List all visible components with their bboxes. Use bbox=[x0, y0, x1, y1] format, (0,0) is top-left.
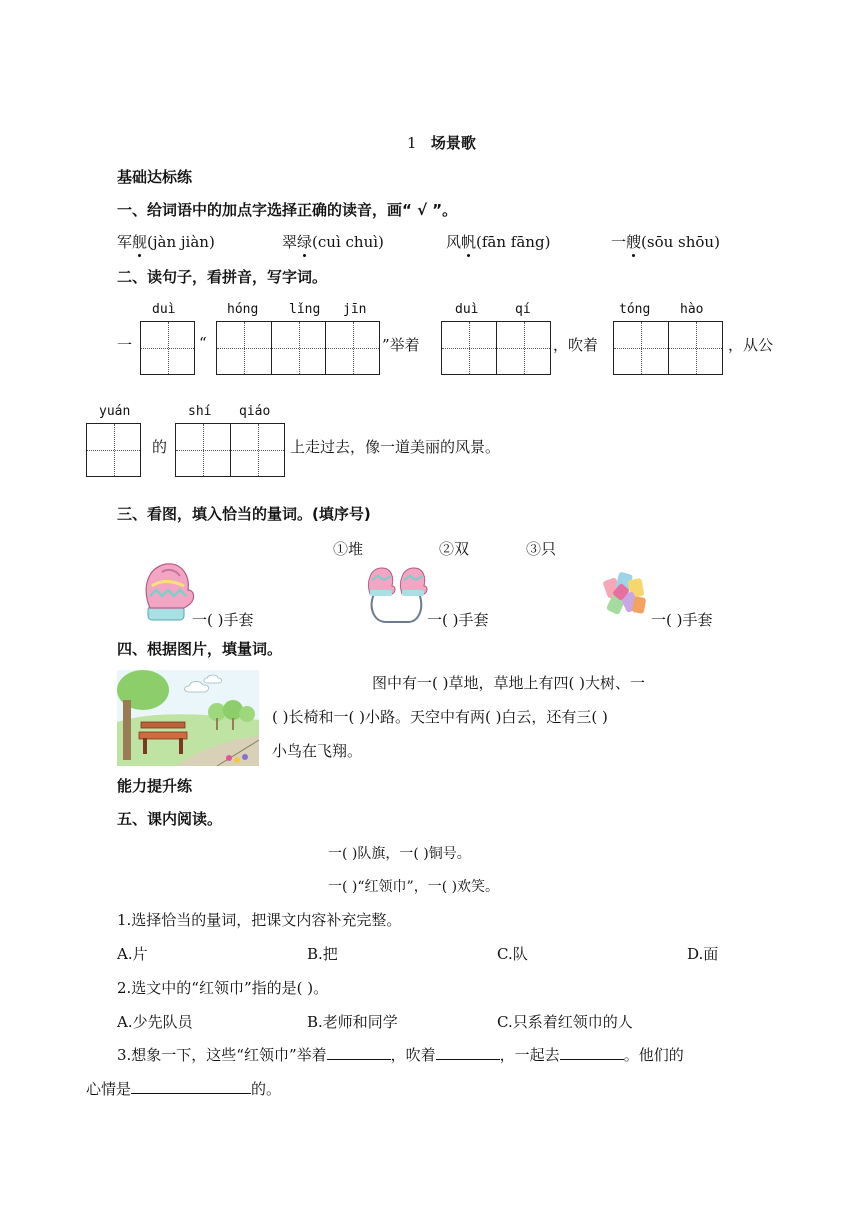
answer-blank[interactable] bbox=[436, 1059, 500, 1060]
sub2-question: 2.选文中的“红领巾”指的是( )。 bbox=[117, 979, 329, 997]
pinyin-shi: shí bbox=[188, 404, 212, 419]
q2-text-juzhe: ”举着 bbox=[382, 336, 420, 354]
q1-dotted-char: 绿 bbox=[297, 233, 313, 251]
sub2-option-b: B.老师和同学 bbox=[307, 1013, 398, 1031]
answer-blank[interactable] bbox=[131, 1093, 251, 1094]
q5-heading: 五、课内阅读。 bbox=[117, 810, 223, 828]
sub3-line-1: 3.想象一下，这些“红领巾”举着 ，吹着 ，一起去 。他们的 bbox=[117, 1046, 684, 1064]
q2-text-chuizhe: ，吹着 bbox=[553, 336, 599, 354]
q2-text-de: 的 bbox=[152, 438, 168, 456]
title-text: 场景歌 bbox=[430, 134, 476, 152]
sub1-option-d: D.面 bbox=[687, 945, 719, 963]
pinyin-dui-2: duì bbox=[455, 302, 479, 317]
q3-blank-3: 一( )手套 bbox=[651, 611, 713, 629]
q1-item-1: 军舰(jàn jiàn) bbox=[117, 233, 215, 251]
write-grid-duiqi[interactable] bbox=[441, 321, 551, 375]
q3-option-1: ①堆 bbox=[333, 540, 364, 558]
sub1-question: 1.选择恰当的量词，把课文内容补充完整。 bbox=[117, 911, 402, 929]
park-scene-image bbox=[117, 670, 259, 766]
pinyin-tong: tóng bbox=[619, 302, 651, 317]
q3-blank-2: 一( )手套 bbox=[427, 611, 489, 629]
pinyin-qiao: qiáo bbox=[239, 404, 271, 419]
q2-text-open-quote: “ bbox=[199, 334, 207, 352]
page-title bbox=[407, 132, 476, 153]
pinyin-yuan: yuán bbox=[99, 404, 131, 419]
q1-dotted-char: 帆 bbox=[461, 233, 477, 251]
pinyin-hao: hào bbox=[680, 302, 704, 317]
q4-heading: 四、根据图片，填量词。 bbox=[117, 640, 283, 658]
q1-dotted-char: 舰 bbox=[132, 233, 148, 251]
q2-text-conggong: ，从公 bbox=[728, 336, 774, 354]
q4-line-2: ( )长椅和一( )小路。天空中有两( )白云，还有三( ) bbox=[272, 708, 608, 726]
q1-item-3: 风帆(fān fāng) bbox=[446, 233, 551, 251]
title-number: 1 bbox=[407, 134, 417, 152]
q4-line-1: 图中有一( )草地，草地上有四( )大树、一 bbox=[372, 674, 645, 692]
write-grid-honglingjin[interactable] bbox=[216, 321, 380, 375]
answer-blank[interactable] bbox=[560, 1059, 624, 1060]
sub1-option-b: B.把 bbox=[307, 945, 338, 963]
sub2-option-c: C.只系着红领巾的人 bbox=[497, 1013, 633, 1031]
sub1-option-a: A.片 bbox=[117, 945, 148, 963]
pinyin-qi: qí bbox=[515, 302, 531, 317]
q1-item-2: 翠绿(cuì chuì) bbox=[282, 233, 384, 251]
poem-line-2: 一( )“红领巾”，一( )欢笑。 bbox=[328, 879, 500, 895]
q3-blank-1: 一( )手套 bbox=[192, 611, 254, 629]
q2-heading: 二、读句子，看拼音，写字词。 bbox=[117, 268, 328, 286]
q3-option-2: ②双 bbox=[439, 540, 470, 558]
pinyin-jin: jīn bbox=[343, 302, 367, 317]
sub2-option-a: A.少先队员 bbox=[117, 1013, 193, 1031]
q1-item-4: 一艘(sōu shōu) bbox=[611, 233, 720, 251]
q2-text-yi: 一 bbox=[117, 336, 133, 354]
q3-option-3: ③只 bbox=[526, 540, 557, 558]
q2-text-end: 上走过去，像一道美丽的风景。 bbox=[290, 438, 501, 456]
q3-heading: 三、看图，填入恰当的量词。(填序号) bbox=[117, 505, 371, 523]
write-grid-tonghao[interactable] bbox=[613, 321, 723, 375]
q1-heading: 一、给词语中的加点字选择正确的读音，画“ √ ”。 bbox=[117, 201, 458, 219]
pinyin-dui-1: duì bbox=[152, 302, 176, 317]
pinyin-ling: lǐng bbox=[289, 302, 321, 317]
q1-dotted-char: 艘 bbox=[626, 233, 642, 251]
sub3-line-2: 心情是 的。 bbox=[86, 1080, 282, 1098]
pile-gloves-image bbox=[601, 569, 651, 621]
write-grid-shiqiao[interactable] bbox=[175, 423, 285, 477]
section-basic: 基础达标练 bbox=[117, 168, 193, 186]
pair-gloves-image bbox=[364, 564, 430, 628]
write-grid-dui[interactable] bbox=[140, 321, 195, 375]
pinyin-hong: hóng bbox=[227, 302, 259, 317]
write-grid-yuan[interactable] bbox=[86, 423, 141, 477]
poem-line-1: 一( )队旗，一( )铜号。 bbox=[328, 846, 471, 862]
q4-line-3: 小鸟在飞翔。 bbox=[272, 742, 363, 760]
answer-blank[interactable] bbox=[327, 1059, 391, 1060]
section-advanced: 能力提升练 bbox=[117, 777, 193, 795]
single-glove-image bbox=[138, 560, 198, 624]
sub1-option-c: C.队 bbox=[497, 945, 528, 963]
